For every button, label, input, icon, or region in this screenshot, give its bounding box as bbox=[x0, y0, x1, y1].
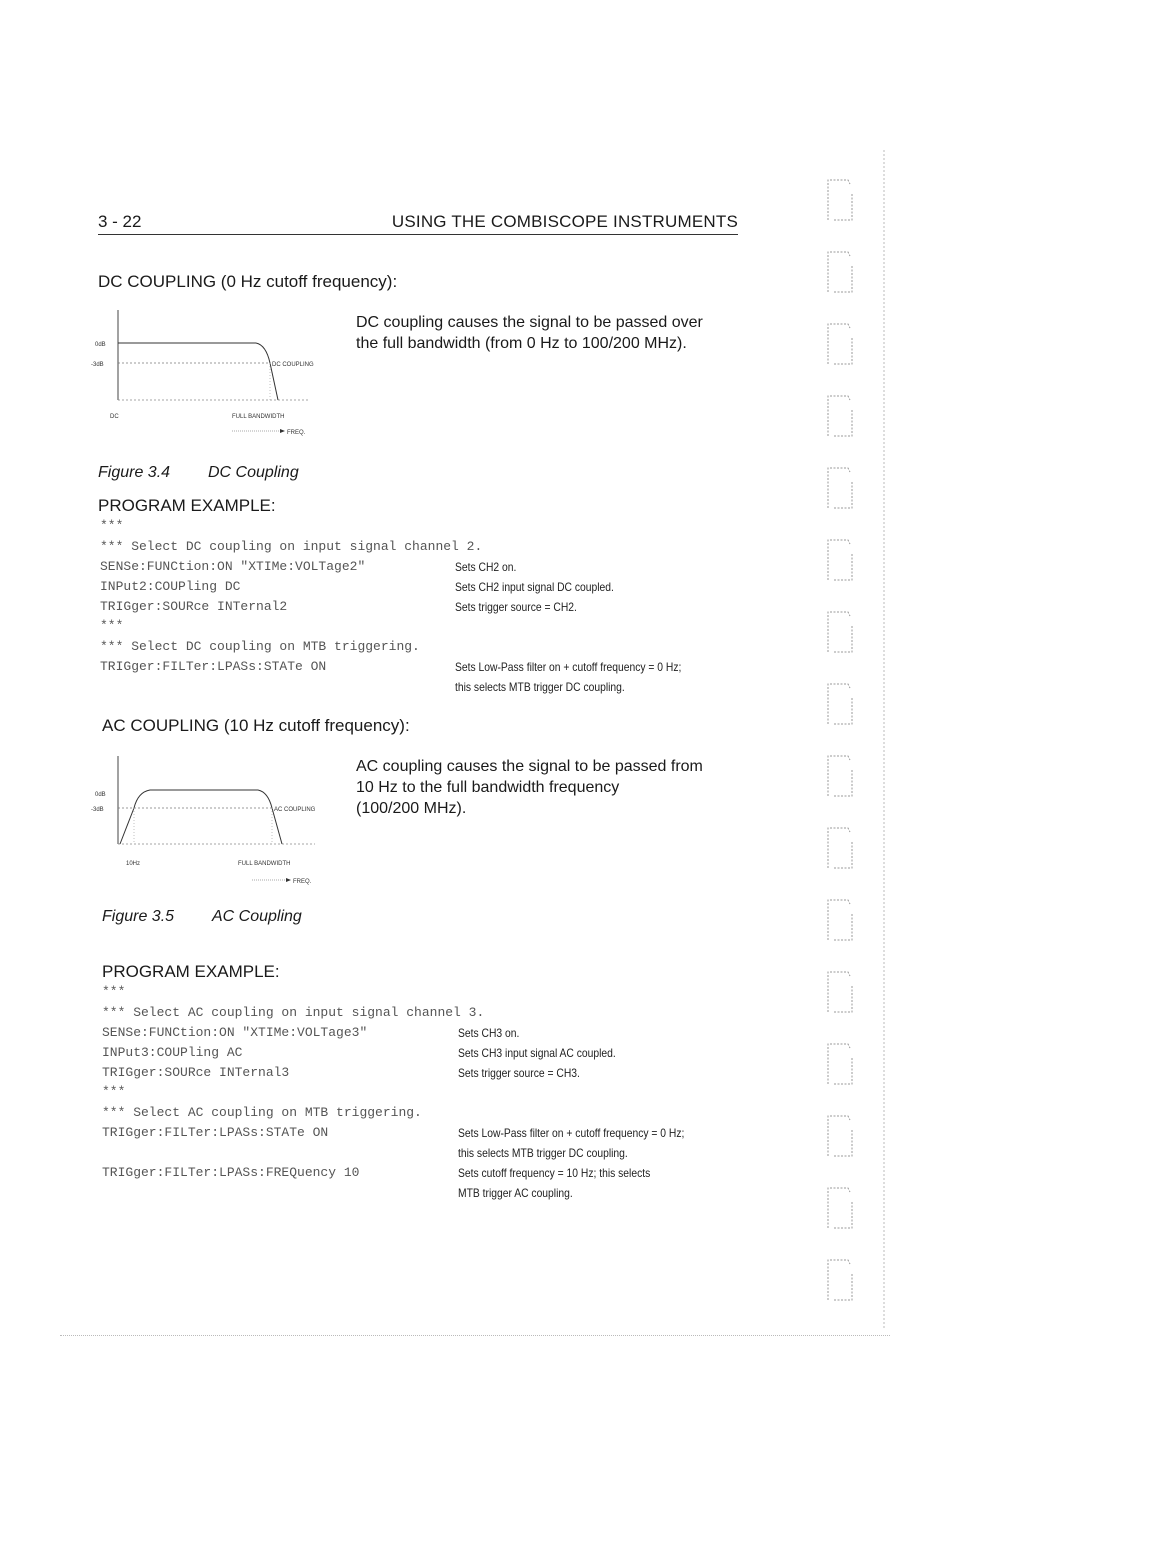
ac-description-line: 10 Hz to the full bandwidth frequency bbox=[356, 779, 620, 796]
binding-hole-mark bbox=[828, 252, 852, 292]
code-note: Sets cutoff frequency = 10 Hz; this selects bbox=[458, 1166, 651, 1180]
binding-hole-mark bbox=[828, 612, 852, 652]
caption-number: Figure 3.4 bbox=[98, 464, 171, 481]
binding-hole-mark bbox=[828, 180, 852, 220]
dc-coupling-figure bbox=[90, 305, 345, 455]
code-line: SENSe:FUNCtion:ON "XTIMe:VOLTage2" bbox=[100, 559, 366, 574]
ac-description-line: AC coupling causes the signal to be passed from bbox=[356, 758, 703, 775]
binding-hole-mark bbox=[828, 1044, 852, 1084]
code-line: TRIGger:SOURce INTernal3 bbox=[102, 1065, 290, 1080]
ac-fig-curve-label: AC COUPLING bbox=[274, 807, 316, 813]
dc-fig-freq-label: FREQ. bbox=[287, 430, 306, 436]
code-line: TRIGger:SOURce INTernal2 bbox=[100, 599, 288, 614]
ac-description-line: (100/200 MHz). bbox=[356, 800, 467, 817]
ac-fig-x-right-label: FULL BANDWIDTH bbox=[238, 861, 291, 867]
dc-program-example-title: PROGRAM EXAMPLE: bbox=[98, 496, 276, 515]
code-line: *** bbox=[102, 984, 126, 999]
code-line: SENSe:FUNCtion:ON "XTIMe:VOLTage3" bbox=[102, 1025, 368, 1040]
ac-description bbox=[356, 756, 746, 819]
code-line: *** Select DC coupling on MTB triggering. bbox=[100, 639, 420, 654]
code-note: Sets Low-Pass filter on + cutoff frequency = 0 Hz; bbox=[458, 1126, 685, 1140]
dc-fig-x-left-label: DC bbox=[110, 414, 119, 420]
binding-hole-mark bbox=[828, 1188, 852, 1228]
binding-hole-mark bbox=[828, 468, 852, 508]
code-note: MTB trigger AC coupling. bbox=[458, 1186, 573, 1200]
dc-description bbox=[356, 312, 746, 354]
binding-hole-mark bbox=[828, 1116, 852, 1156]
code-note: Sets CH2 input signal DC coupled. bbox=[455, 580, 614, 594]
code-line: INPut3:COUPling AC bbox=[102, 1045, 243, 1060]
bottom-scan-rule bbox=[60, 1335, 890, 1336]
binding-hole-mark bbox=[828, 1260, 852, 1300]
caption-number: Figure 3.5 bbox=[102, 908, 175, 925]
binding-hole-mark bbox=[828, 396, 852, 436]
binding-hole-mark bbox=[828, 324, 852, 364]
code-line: *** bbox=[102, 1084, 126, 1099]
code-line: *** Select AC coupling on MTB triggering. bbox=[102, 1105, 422, 1120]
code-note: Sets CH3 input signal AC coupled. bbox=[458, 1046, 616, 1060]
code-note: this selects MTB trigger DC coupling. bbox=[458, 1146, 628, 1160]
ac-program-example-title: PROGRAM EXAMPLE: bbox=[102, 962, 280, 981]
code-note: Sets trigger source = CH2. bbox=[455, 600, 577, 614]
binding-hole-mark bbox=[828, 540, 852, 580]
page-number: 3 - 22 bbox=[98, 212, 142, 231]
code-line: *** Select AC coupling on input signal channel 3. bbox=[102, 1005, 485, 1020]
binding-holes-decoration bbox=[822, 150, 892, 1330]
dc-fig-3db-label: -3dB bbox=[91, 362, 104, 368]
code-line: *** Select DC coupling on input signal channel 2. bbox=[100, 539, 483, 554]
binding-hole-mark bbox=[828, 684, 852, 724]
code-line: TRIGger:FILTer:LPASs:STATe ON bbox=[102, 1125, 329, 1140]
caption-text: AC Coupling bbox=[212, 908, 302, 925]
code-line: TRIGger:FILTer:LPASs:STATe ON bbox=[100, 659, 327, 674]
ac-coupling-figure bbox=[90, 752, 350, 897]
binding-hole-mark bbox=[828, 972, 852, 1012]
binding-hole-mark bbox=[828, 900, 852, 940]
ac-fig-x-left-label: 10Hz bbox=[126, 861, 141, 867]
code-note: Sets Low-Pass filter on + cutoff frequency = 0 Hz; bbox=[455, 660, 682, 674]
dc-fig-0db-label: 0dB bbox=[95, 342, 106, 348]
code-line: *** bbox=[100, 518, 124, 533]
binding-hole-mark bbox=[828, 828, 852, 868]
ac-fig-0db-label: 0dB bbox=[95, 792, 106, 798]
dc-coupling-heading: DC COUPLING (0 Hz cutoff frequency): bbox=[98, 272, 398, 291]
dc-description-line: the full bandwidth (from 0 Hz to 100/200 MHz). bbox=[356, 335, 687, 352]
code-note: Sets CH3 on. bbox=[458, 1026, 520, 1040]
ac-fig-freq-label: FREQ. bbox=[293, 879, 312, 885]
page-header bbox=[98, 212, 738, 235]
code-line: INPut2:COUPling DC bbox=[100, 579, 241, 594]
ac-fig-3db-label: -3dB bbox=[91, 807, 104, 813]
dc-fig-x-right-label: FULL BANDWIDTH bbox=[232, 414, 285, 420]
figure-3-4-caption bbox=[98, 464, 299, 482]
running-title: USING THE COMBISCOPE INSTRUMENTS bbox=[391, 212, 738, 231]
code-note: this selects MTB trigger DC coupling. bbox=[455, 680, 625, 694]
dc-description-line: DC coupling causes the signal to be passed over bbox=[356, 314, 703, 331]
code-note: Sets CH2 on. bbox=[455, 560, 517, 574]
binding-hole-mark bbox=[828, 756, 852, 796]
figure-3-5-caption bbox=[102, 908, 302, 926]
dc-fig-curve-label: DC COUPLING bbox=[272, 362, 314, 368]
ac-coupling-heading: AC COUPLING (10 Hz cutoff frequency): bbox=[102, 716, 410, 735]
code-line: *** bbox=[100, 618, 124, 633]
code-line: TRIGger:FILTer:LPASs:FREQuency 10 bbox=[102, 1165, 360, 1180]
caption-text: DC Coupling bbox=[208, 464, 299, 481]
code-note: Sets trigger source = CH3. bbox=[458, 1066, 580, 1080]
